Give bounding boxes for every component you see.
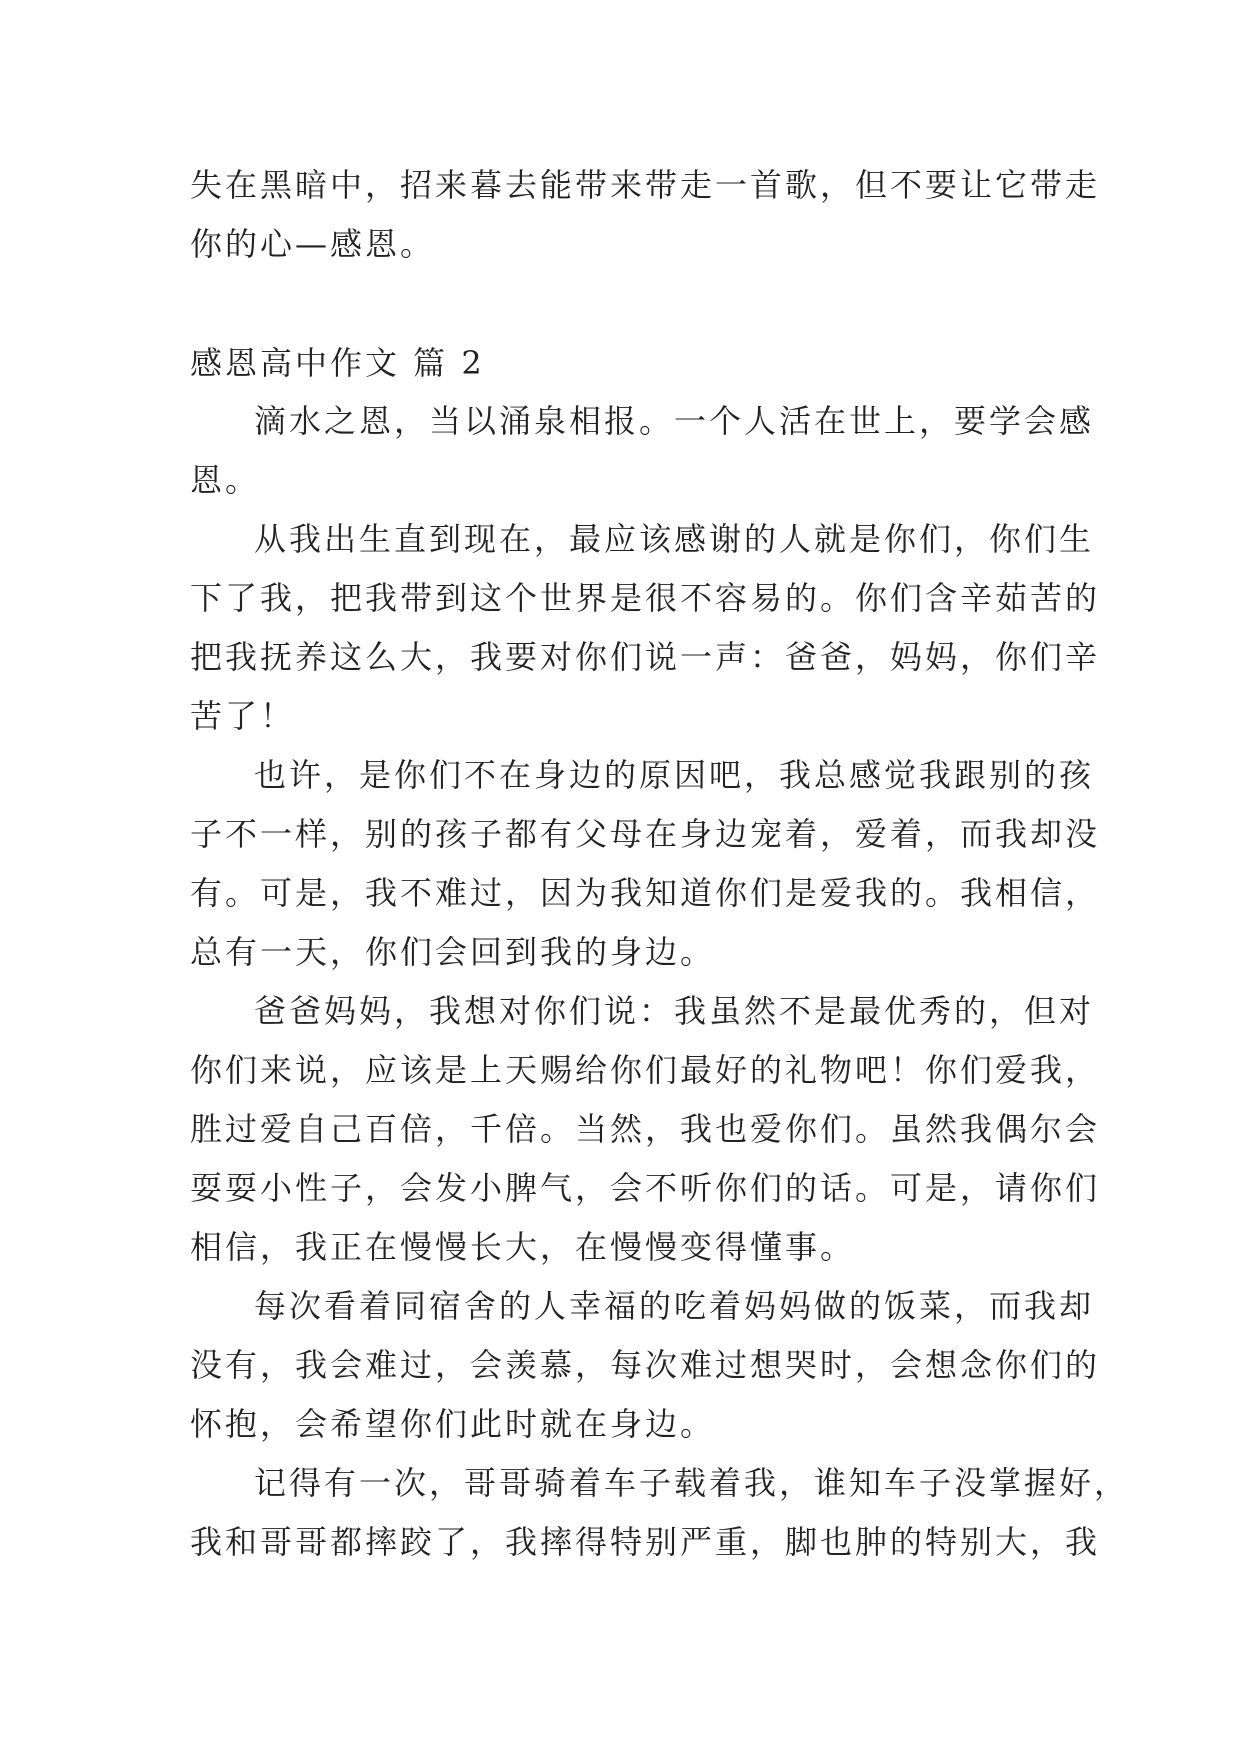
text-line: 你的心—感恩。	[190, 225, 436, 263]
text-line: 总有一天，你们会回到我的身边。	[190, 933, 716, 971]
text-line: 记得有一次，哥哥骑着车子载着我，谁知车子没掌握好，	[254, 1464, 1130, 1502]
text-line: 苦了！	[190, 697, 296, 735]
text-line: 有。可是，我不难过，因为我知道你们是爱我的。我相信，	[190, 874, 1101, 912]
text-line: 下了我，把我带到这个世界是很不容易的。你们含辛茹苦的	[190, 579, 1101, 617]
text-line: 我和哥哥都摔跤了，我摔得特别严重，脚也肿的特别大，我	[190, 1523, 1101, 1561]
text-line: 把我抚养这么大，我要对你们说一声：爸爸，妈妈，你们辛	[190, 638, 1101, 676]
text-line: 胜过爱自己百倍，千倍。当然，我也爱你们。虽然我偶尔会	[190, 1110, 1101, 1148]
text-line: 相信，我正在慢慢长大，在慢慢变得懂事。	[190, 1228, 856, 1266]
text-line: 也许，是你们不在身边的原因吧，我总感觉我跟别的孩	[254, 756, 1095, 794]
text-line: 没有，我会难过，会羡慕，每次难过想哭时，会想念你们的	[190, 1346, 1101, 1384]
text-line: 滴水之恩，当以涌泉相报。一个人活在世上，要学会感	[254, 402, 1095, 440]
text-line: 耍耍小性子，会发小脾气，会不听你们的话。可是，请你们	[190, 1169, 1101, 1207]
text-line: 爸爸妈妈，我想对你们说：我虽然不是最优秀的，但对	[254, 992, 1095, 1030]
text-line: 怀抱，会希望你们此时就在身边。	[190, 1405, 716, 1443]
text-line: 恩。	[190, 461, 261, 499]
text-line: 从我出生直到现在，最应该感谢的人就是你们，你们生	[254, 520, 1095, 558]
text-line: 你们来说，应该是上天赐给你们最好的礼物吧！你们爱我，	[190, 1051, 1101, 1089]
text-line: 失在黑暗中，招来暮去能带来带走一首歌，但不要让它带走	[190, 166, 1101, 204]
section-heading: 感恩高中作文 篇 2	[190, 344, 485, 382]
text-line: 子不一样，别的孩子都有父母在身边宠着，爱着，而我却没	[190, 815, 1101, 853]
text-line: 每次看着同宿舍的人幸福的吃着妈妈做的饭菜，而我却	[254, 1287, 1095, 1325]
